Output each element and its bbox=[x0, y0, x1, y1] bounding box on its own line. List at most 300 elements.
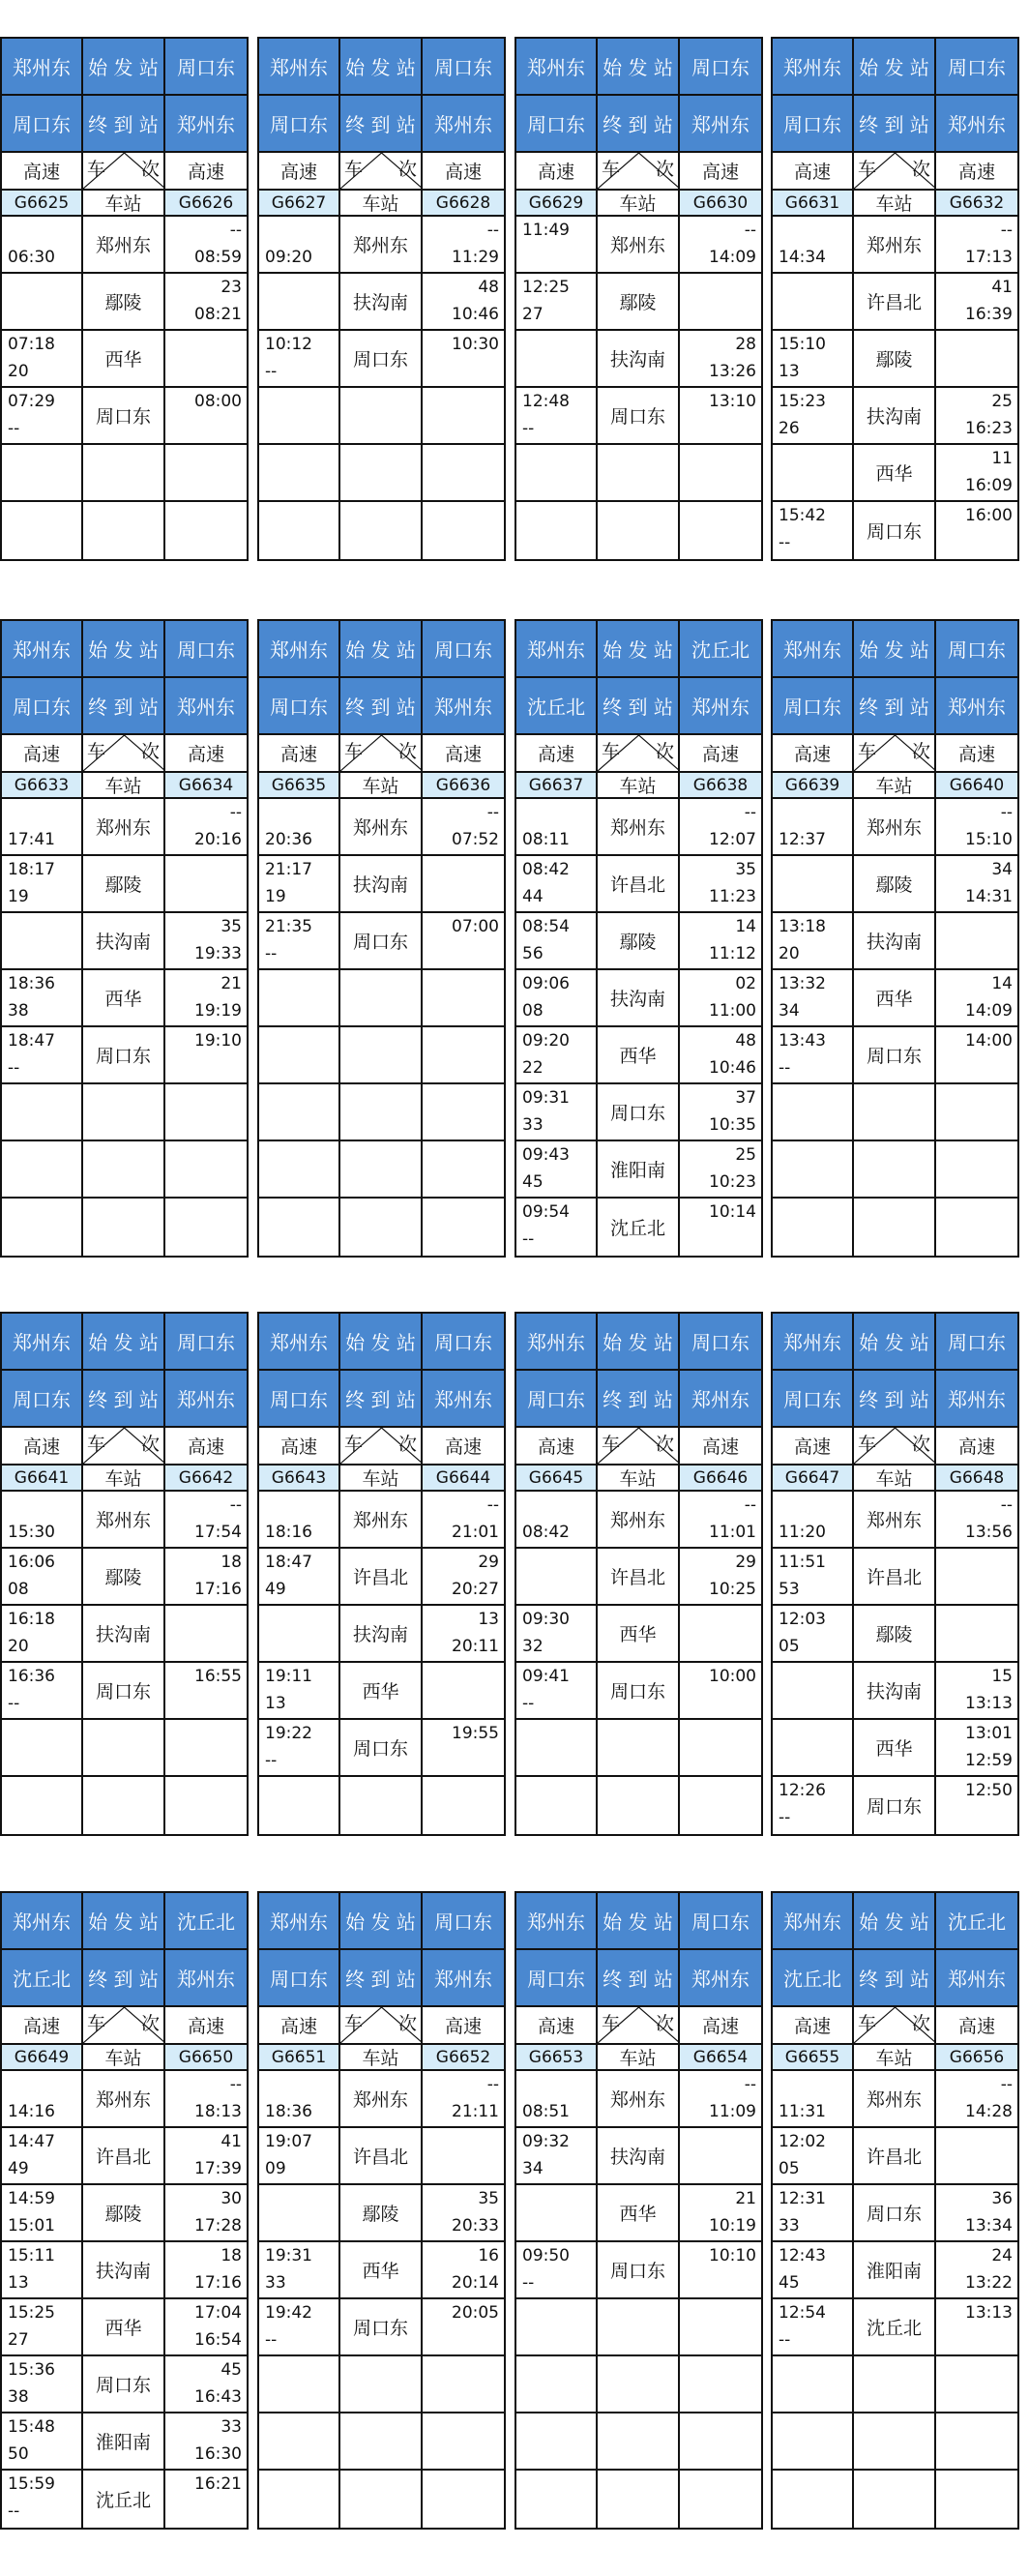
return-arrival-time: -- bbox=[486, 221, 499, 240]
station-column-label: 车站 bbox=[598, 773, 680, 797]
station-cell bbox=[83, 217, 165, 272]
station-cell bbox=[340, 1549, 423, 1604]
stop-row bbox=[773, 2242, 1017, 2299]
origin-right-cell: 周口东 bbox=[434, 1910, 492, 1934]
return-departure-time: 12:07 bbox=[709, 830, 756, 849]
station-column-label: 车站 bbox=[83, 2045, 165, 2069]
terminus-label: 终 到 站 bbox=[598, 678, 680, 733]
return-arrival-time: 11 bbox=[991, 449, 1013, 468]
outbound-departure-time: 14:16 bbox=[8, 2102, 55, 2121]
return-time-cell bbox=[423, 2356, 504, 2412]
stop-row bbox=[516, 1199, 761, 1256]
return-time-cell bbox=[423, 799, 504, 854]
return-departure-time: 20:16 bbox=[194, 830, 242, 849]
outbound-time-cell bbox=[516, 502, 598, 559]
outbound-time-cell bbox=[259, 913, 340, 968]
origin-header-row bbox=[2, 1314, 247, 1371]
return-time-cell bbox=[680, 2185, 761, 2240]
station-name: 周口东 bbox=[352, 932, 408, 953]
train-timetable bbox=[257, 619, 506, 1258]
outbound-time-cell bbox=[773, 2356, 854, 2412]
outbound-departure-time: 13 bbox=[8, 2273, 29, 2293]
station-name: 西华 bbox=[875, 989, 913, 1010]
outbound-time-cell bbox=[2, 445, 83, 500]
outbound-time-cell bbox=[2, 2242, 83, 2297]
return-time-cell bbox=[423, 1549, 504, 1604]
outbound-time-cell bbox=[516, 217, 598, 272]
outbound-time-cell bbox=[773, 1663, 854, 1718]
origin-left-cell: 郑州东 bbox=[259, 1314, 340, 1369]
station-cell bbox=[598, 1084, 680, 1140]
return-arrival-time: 19:10 bbox=[194, 1031, 242, 1051]
train-timetable bbox=[257, 37, 506, 561]
train-number-outbound: G6631 bbox=[773, 191, 854, 215]
train-number-row bbox=[516, 1466, 761, 1492]
station-name: 鄢陵 bbox=[104, 292, 142, 313]
stop-row bbox=[2, 799, 247, 856]
return-time-cell bbox=[165, 1606, 247, 1661]
station-name: 郑州东 bbox=[352, 817, 408, 839]
outbound-time-cell bbox=[259, 445, 340, 500]
return-time-cell bbox=[423, 2071, 504, 2126]
outbound-departure-time: 53 bbox=[779, 1580, 800, 1599]
outbound-time-cell bbox=[2, 2413, 83, 2469]
terminus-label: 终 到 站 bbox=[598, 1950, 680, 2005]
station-name: 郑州东 bbox=[609, 817, 665, 839]
station-cell bbox=[598, 331, 680, 386]
terminus-header-row bbox=[516, 1950, 761, 2007]
station-name: 鄢陵 bbox=[875, 1624, 913, 1645]
return-time-cell bbox=[165, 331, 247, 386]
terminus-header-row bbox=[773, 1950, 1017, 2007]
return-arrival-time: 30 bbox=[220, 2189, 242, 2208]
return-time-cell bbox=[680, 2071, 761, 2126]
return-arrival-time: -- bbox=[744, 803, 756, 822]
outbound-arrival-time: 12:48 bbox=[522, 392, 570, 411]
train-timetable bbox=[771, 1891, 1019, 2530]
outbound-time-cell bbox=[773, 970, 854, 1025]
return-time-cell bbox=[936, 1606, 1017, 1661]
terminus-left-cell: 周口东 bbox=[516, 1371, 598, 1426]
train-type-left: 高速 bbox=[259, 1428, 340, 1464]
outbound-time-cell bbox=[2, 970, 83, 1025]
outbound-arrival-time: 18:47 bbox=[8, 1031, 55, 1051]
outbound-time-cell bbox=[773, 2071, 854, 2126]
terminus-header-row bbox=[773, 678, 1017, 735]
station-cell bbox=[83, 1777, 165, 1834]
terminus-header-row bbox=[2, 1950, 247, 2007]
outbound-time-cell bbox=[516, 2356, 598, 2412]
station-cell bbox=[598, 274, 680, 329]
return-time-cell bbox=[680, 502, 761, 559]
origin-header-row bbox=[773, 1314, 1017, 1371]
train-label-che: 车 bbox=[344, 741, 364, 762]
return-time-cell bbox=[423, 388, 504, 443]
return-time-cell bbox=[680, 2242, 761, 2297]
train-number-diagonal-cell bbox=[598, 153, 680, 189]
train-type-right: 高速 bbox=[701, 162, 739, 183]
station-cell bbox=[340, 1492, 423, 1547]
return-departure-time: 20:27 bbox=[452, 1580, 499, 1599]
stop-row bbox=[516, 970, 761, 1027]
station-cell bbox=[83, 2471, 165, 2528]
terminus-right-cell: 郑州东 bbox=[948, 696, 1006, 719]
station-cell bbox=[83, 502, 165, 559]
outbound-time-cell bbox=[259, 331, 340, 386]
station-column-label: 车站 bbox=[854, 773, 936, 797]
terminus-header-row bbox=[259, 1371, 504, 1428]
station-cell bbox=[340, 1720, 423, 1775]
stop-row bbox=[516, 1606, 761, 1663]
return-time-cell bbox=[680, 1663, 761, 1718]
return-arrival-time: -- bbox=[486, 1495, 499, 1515]
return-time-cell bbox=[165, 2413, 247, 2469]
origin-right-cell: 周口东 bbox=[948, 1331, 1006, 1354]
station-name: 周口东 bbox=[352, 1738, 408, 1760]
train-number-diagonal-cell bbox=[340, 153, 423, 189]
stop-row bbox=[516, 2071, 761, 2128]
train-type-right: 高速 bbox=[444, 744, 482, 765]
station-cell bbox=[340, 2242, 423, 2297]
return-arrival-time: 33 bbox=[220, 2417, 242, 2437]
outbound-time-cell bbox=[2, 502, 83, 559]
train-number-row bbox=[259, 191, 504, 217]
station-cell bbox=[83, 1720, 165, 1775]
outbound-time-cell bbox=[259, 1141, 340, 1197]
station-cell bbox=[83, 2242, 165, 2297]
outbound-departure-time: -- bbox=[779, 1058, 791, 1078]
station-name: 鄢陵 bbox=[619, 292, 657, 313]
outbound-time-cell bbox=[259, 2242, 340, 2297]
outbound-departure-time: -- bbox=[265, 1751, 278, 1770]
outbound-departure-time: 08 bbox=[8, 1580, 29, 1599]
train-number-return: G6648 bbox=[936, 1466, 1017, 1490]
stop-row bbox=[2, 2299, 247, 2356]
outbound-time-cell bbox=[2, 2071, 83, 2126]
train-label-ci: 次 bbox=[655, 2013, 674, 2034]
train-type-left: 高速 bbox=[773, 1428, 854, 1464]
outbound-time-cell bbox=[773, 799, 854, 854]
return-departure-time: 14:09 bbox=[965, 1001, 1013, 1021]
train-number-diagonal-cell bbox=[340, 735, 423, 771]
outbound-time-cell bbox=[259, 2185, 340, 2240]
outbound-arrival-time: 14:59 bbox=[8, 2189, 55, 2208]
origin-label: 始 发 站 bbox=[854, 39, 936, 94]
return-time-cell bbox=[680, 2128, 761, 2183]
station-name: 西华 bbox=[619, 1624, 657, 1645]
origin-header-row bbox=[516, 1893, 761, 1950]
station-name: 淮阳南 bbox=[95, 2432, 151, 2453]
return-departure-time: 11:01 bbox=[709, 1523, 756, 1542]
station-cell bbox=[854, 1084, 936, 1140]
outbound-departure-time: 19 bbox=[265, 887, 286, 906]
station-name: 郑州东 bbox=[609, 2089, 665, 2111]
stop-row bbox=[259, 2242, 504, 2299]
origin-right-cell: 周口东 bbox=[691, 56, 750, 79]
station-cell bbox=[83, 1549, 165, 1604]
train-type-left: 高速 bbox=[773, 2007, 854, 2043]
outbound-departure-time: 09:20 bbox=[265, 248, 312, 267]
station-name: 西华 bbox=[875, 1738, 913, 1760]
station-cell bbox=[854, 2299, 936, 2354]
train-number-row bbox=[259, 2045, 504, 2071]
origin-right-cell: 周口东 bbox=[948, 56, 1006, 79]
stop-row bbox=[2, 2242, 247, 2299]
stop-row bbox=[259, 2185, 504, 2242]
train-type-left: 高速 bbox=[259, 735, 340, 771]
return-arrival-time: 35 bbox=[735, 860, 756, 879]
terminus-left-cell: 周口东 bbox=[773, 96, 854, 151]
origin-right-cell: 沈丘北 bbox=[691, 638, 750, 662]
outbound-arrival-time: 15:36 bbox=[8, 2360, 55, 2380]
station-cell bbox=[854, 1199, 936, 1256]
return-time-cell bbox=[165, 502, 247, 559]
stop-row bbox=[2, 2471, 247, 2528]
outbound-departure-time: 34 bbox=[522, 2159, 544, 2178]
outbound-time-cell bbox=[516, 2071, 598, 2126]
station-cell bbox=[854, 2356, 936, 2412]
station-cell bbox=[598, 2071, 680, 2126]
station-column-label: 车站 bbox=[598, 2045, 680, 2069]
terminus-right-cell: 郑州东 bbox=[691, 696, 750, 719]
stop-row bbox=[2, 331, 247, 388]
stop-row bbox=[516, 331, 761, 388]
station-name: 扶沟南 bbox=[95, 932, 151, 953]
return-time-cell bbox=[423, 445, 504, 500]
outbound-time-cell bbox=[2, 1492, 83, 1547]
outbound-arrival-time: 21:35 bbox=[265, 917, 312, 936]
outbound-arrival-time: 10:12 bbox=[265, 335, 312, 354]
stop-row bbox=[773, 1141, 1017, 1199]
train-number-diagonal-cell bbox=[83, 735, 165, 771]
return-arrival-time: 10:30 bbox=[452, 335, 499, 354]
train-number-return: G6634 bbox=[165, 773, 247, 797]
train-number-outbound: G6655 bbox=[773, 2045, 854, 2069]
return-time-cell bbox=[165, 1027, 247, 1082]
outbound-departure-time: 17:41 bbox=[8, 830, 55, 849]
outbound-time-cell bbox=[773, 856, 854, 911]
outbound-arrival-time: 16:06 bbox=[8, 1553, 55, 1572]
return-time-cell bbox=[423, 502, 504, 559]
return-departure-time: 21:01 bbox=[452, 1523, 499, 1542]
train-number-diagonal-cell bbox=[598, 735, 680, 771]
station-cell bbox=[340, 2185, 423, 2240]
train-timetable bbox=[771, 1312, 1019, 1836]
outbound-arrival-time: 11:51 bbox=[779, 1553, 826, 1572]
station-cell bbox=[598, 388, 680, 443]
stop-row bbox=[516, 2128, 761, 2185]
outbound-arrival-time: 08:54 bbox=[522, 917, 570, 936]
train-label-ci: 次 bbox=[655, 741, 674, 762]
train-number-return: G6640 bbox=[936, 773, 1017, 797]
origin-left-cell: 郑州东 bbox=[2, 621, 83, 676]
outbound-time-cell bbox=[2, 1199, 83, 1256]
station-cell bbox=[598, 2471, 680, 2528]
stop-row bbox=[773, 1084, 1017, 1141]
outbound-departure-time: 34 bbox=[779, 1001, 800, 1021]
outbound-time-cell bbox=[259, 2356, 340, 2412]
return-departure-time: 11:09 bbox=[709, 2102, 756, 2121]
station-cell bbox=[598, 2242, 680, 2297]
station-name: 周口东 bbox=[95, 1681, 151, 1703]
train-number-return: G6628 bbox=[423, 191, 504, 215]
return-arrival-time: 15 bbox=[991, 1667, 1013, 1686]
station-cell bbox=[598, 217, 680, 272]
outbound-departure-time: 26 bbox=[779, 419, 800, 438]
terminus-label: 终 到 站 bbox=[340, 1371, 423, 1426]
train-number-row bbox=[2, 2045, 247, 2071]
station-cell bbox=[854, 1777, 936, 1834]
train-number-diagonal-cell bbox=[340, 1428, 423, 1464]
return-arrival-time: 41 bbox=[220, 2132, 242, 2151]
return-arrival-time: -- bbox=[744, 1495, 756, 1515]
terminus-label: 终 到 站 bbox=[854, 96, 936, 151]
train-number-outbound: G6649 bbox=[2, 2045, 83, 2069]
station-name: 许昌北 bbox=[352, 1567, 408, 1588]
station-name: 郑州东 bbox=[95, 1510, 151, 1531]
terminus-left-cell: 周口东 bbox=[259, 1950, 340, 2005]
return-arrival-time: 14:00 bbox=[965, 1031, 1013, 1051]
return-arrival-time: 10:14 bbox=[709, 1202, 756, 1222]
return-departure-time: 16:23 bbox=[965, 419, 1013, 438]
train-type-row bbox=[259, 1428, 504, 1466]
station-cell bbox=[598, 1199, 680, 1256]
return-departure-time: 20:11 bbox=[452, 1637, 499, 1656]
train-number-row bbox=[516, 191, 761, 217]
train-number-diagonal-cell bbox=[598, 1428, 680, 1464]
outbound-time-cell bbox=[516, 1492, 598, 1547]
station-name: 扶沟南 bbox=[866, 406, 922, 428]
station-name: 周口东 bbox=[352, 2318, 408, 2339]
outbound-arrival-time: 12:43 bbox=[779, 2246, 826, 2265]
origin-label: 始 发 站 bbox=[340, 1314, 423, 1369]
terminus-left-cell: 周口东 bbox=[2, 1371, 83, 1426]
return-departure-time: 10:23 bbox=[709, 1172, 756, 1192]
station-cell bbox=[598, 1141, 680, 1197]
train-type-left: 高速 bbox=[516, 1428, 598, 1464]
return-time-cell bbox=[165, 2128, 247, 2183]
station-name: 许昌北 bbox=[609, 1567, 665, 1588]
terminus-header-row bbox=[773, 96, 1017, 153]
stop-row bbox=[2, 2413, 247, 2471]
outbound-arrival-time: 09:20 bbox=[522, 1031, 570, 1051]
station-cell bbox=[340, 2128, 423, 2183]
origin-label: 始 发 站 bbox=[340, 39, 423, 94]
stop-row bbox=[773, 2185, 1017, 2242]
outbound-time-cell bbox=[259, 799, 340, 854]
outbound-time-cell bbox=[259, 2071, 340, 2126]
outbound-arrival-time: 12:31 bbox=[779, 2189, 826, 2208]
return-departure-time: 12:59 bbox=[965, 1751, 1013, 1770]
train-type-right: 高速 bbox=[444, 1436, 482, 1458]
outbound-time-cell bbox=[516, 2413, 598, 2469]
terminus-right-cell: 郑州东 bbox=[948, 1968, 1006, 1991]
return-departure-time: 13:13 bbox=[965, 1694, 1013, 1713]
outbound-arrival-time: 15:11 bbox=[8, 2246, 55, 2265]
outbound-departure-time: -- bbox=[522, 1694, 535, 1713]
stop-row bbox=[773, 1720, 1017, 1777]
outbound-time-cell bbox=[259, 1084, 340, 1140]
outbound-arrival-time: 21:17 bbox=[265, 860, 312, 879]
outbound-arrival-time: 15:25 bbox=[8, 2303, 55, 2323]
outbound-time-cell bbox=[2, 388, 83, 443]
outbound-time-cell bbox=[259, 1199, 340, 1256]
stop-row bbox=[773, 2128, 1017, 2185]
return-time-cell bbox=[680, 2299, 761, 2354]
train-number-return: G6630 bbox=[680, 191, 761, 215]
station-name: 扶沟南 bbox=[609, 2147, 665, 2168]
stop-row bbox=[773, 856, 1017, 913]
return-time-cell bbox=[680, 388, 761, 443]
station-cell bbox=[854, 1720, 936, 1775]
return-time-cell bbox=[165, 1777, 247, 1834]
return-time-cell bbox=[936, 799, 1017, 854]
station-name: 周口东 bbox=[609, 1103, 665, 1124]
terminus-label: 终 到 站 bbox=[340, 96, 423, 151]
train-timetable bbox=[514, 1891, 763, 2530]
outbound-time-cell bbox=[516, 1777, 598, 1834]
train-type-right: 高速 bbox=[701, 744, 739, 765]
return-time-cell bbox=[165, 1141, 247, 1197]
station-name: 西华 bbox=[875, 463, 913, 485]
outbound-time-cell bbox=[773, 2299, 854, 2354]
return-time-cell bbox=[680, 1777, 761, 1834]
train-number-diagonal-cell bbox=[854, 153, 936, 189]
return-arrival-time: 48 bbox=[478, 278, 499, 297]
outbound-departure-time: -- bbox=[265, 2330, 278, 2350]
return-arrival-time: 13:10 bbox=[709, 392, 756, 411]
stop-row bbox=[516, 2185, 761, 2242]
train-label-ci: 次 bbox=[911, 1434, 930, 1455]
stop-row bbox=[259, 274, 504, 331]
return-arrival-time: 18 bbox=[220, 1553, 242, 1572]
return-arrival-time: 48 bbox=[735, 1031, 756, 1051]
terminus-left-cell: 周口东 bbox=[773, 678, 854, 733]
stop-row bbox=[2, 970, 247, 1027]
return-departure-time: 18:13 bbox=[194, 2102, 242, 2121]
train-number-row bbox=[259, 1466, 504, 1492]
train-number-outbound: G6643 bbox=[259, 1466, 340, 1490]
origin-right-cell: 周口东 bbox=[691, 1910, 750, 1934]
terminus-right-cell: 郑州东 bbox=[948, 1388, 1006, 1411]
station-cell bbox=[598, 1492, 680, 1547]
stop-row bbox=[259, 856, 504, 913]
return-departure-time: 11:23 bbox=[709, 887, 756, 906]
train-type-right: 高速 bbox=[957, 2016, 995, 2037]
station-name: 郑州东 bbox=[352, 2089, 408, 2111]
outbound-arrival-time: 11:49 bbox=[522, 221, 570, 240]
return-departure-time: 19:33 bbox=[194, 944, 242, 963]
return-time-cell bbox=[936, 217, 1017, 272]
station-cell bbox=[83, 856, 165, 911]
stop-row bbox=[516, 217, 761, 274]
return-time-cell bbox=[936, 445, 1017, 500]
origin-header-row bbox=[773, 1893, 1017, 1950]
station-cell bbox=[83, 1027, 165, 1082]
outbound-departure-time: 13 bbox=[779, 362, 800, 381]
stop-row bbox=[516, 2471, 761, 2528]
stop-row bbox=[2, 2128, 247, 2185]
origin-header-row bbox=[516, 39, 761, 96]
outbound-arrival-time: 19:11 bbox=[265, 1667, 312, 1686]
return-departure-time: 14:09 bbox=[709, 248, 756, 267]
train-number-diagonal-cell bbox=[598, 2007, 680, 2043]
terminus-right-cell: 郑州东 bbox=[691, 113, 750, 136]
train-number-outbound: G6639 bbox=[773, 773, 854, 797]
return-time-cell bbox=[936, 1663, 1017, 1718]
stop-row bbox=[773, 1492, 1017, 1549]
outbound-time-cell bbox=[259, 1549, 340, 1604]
